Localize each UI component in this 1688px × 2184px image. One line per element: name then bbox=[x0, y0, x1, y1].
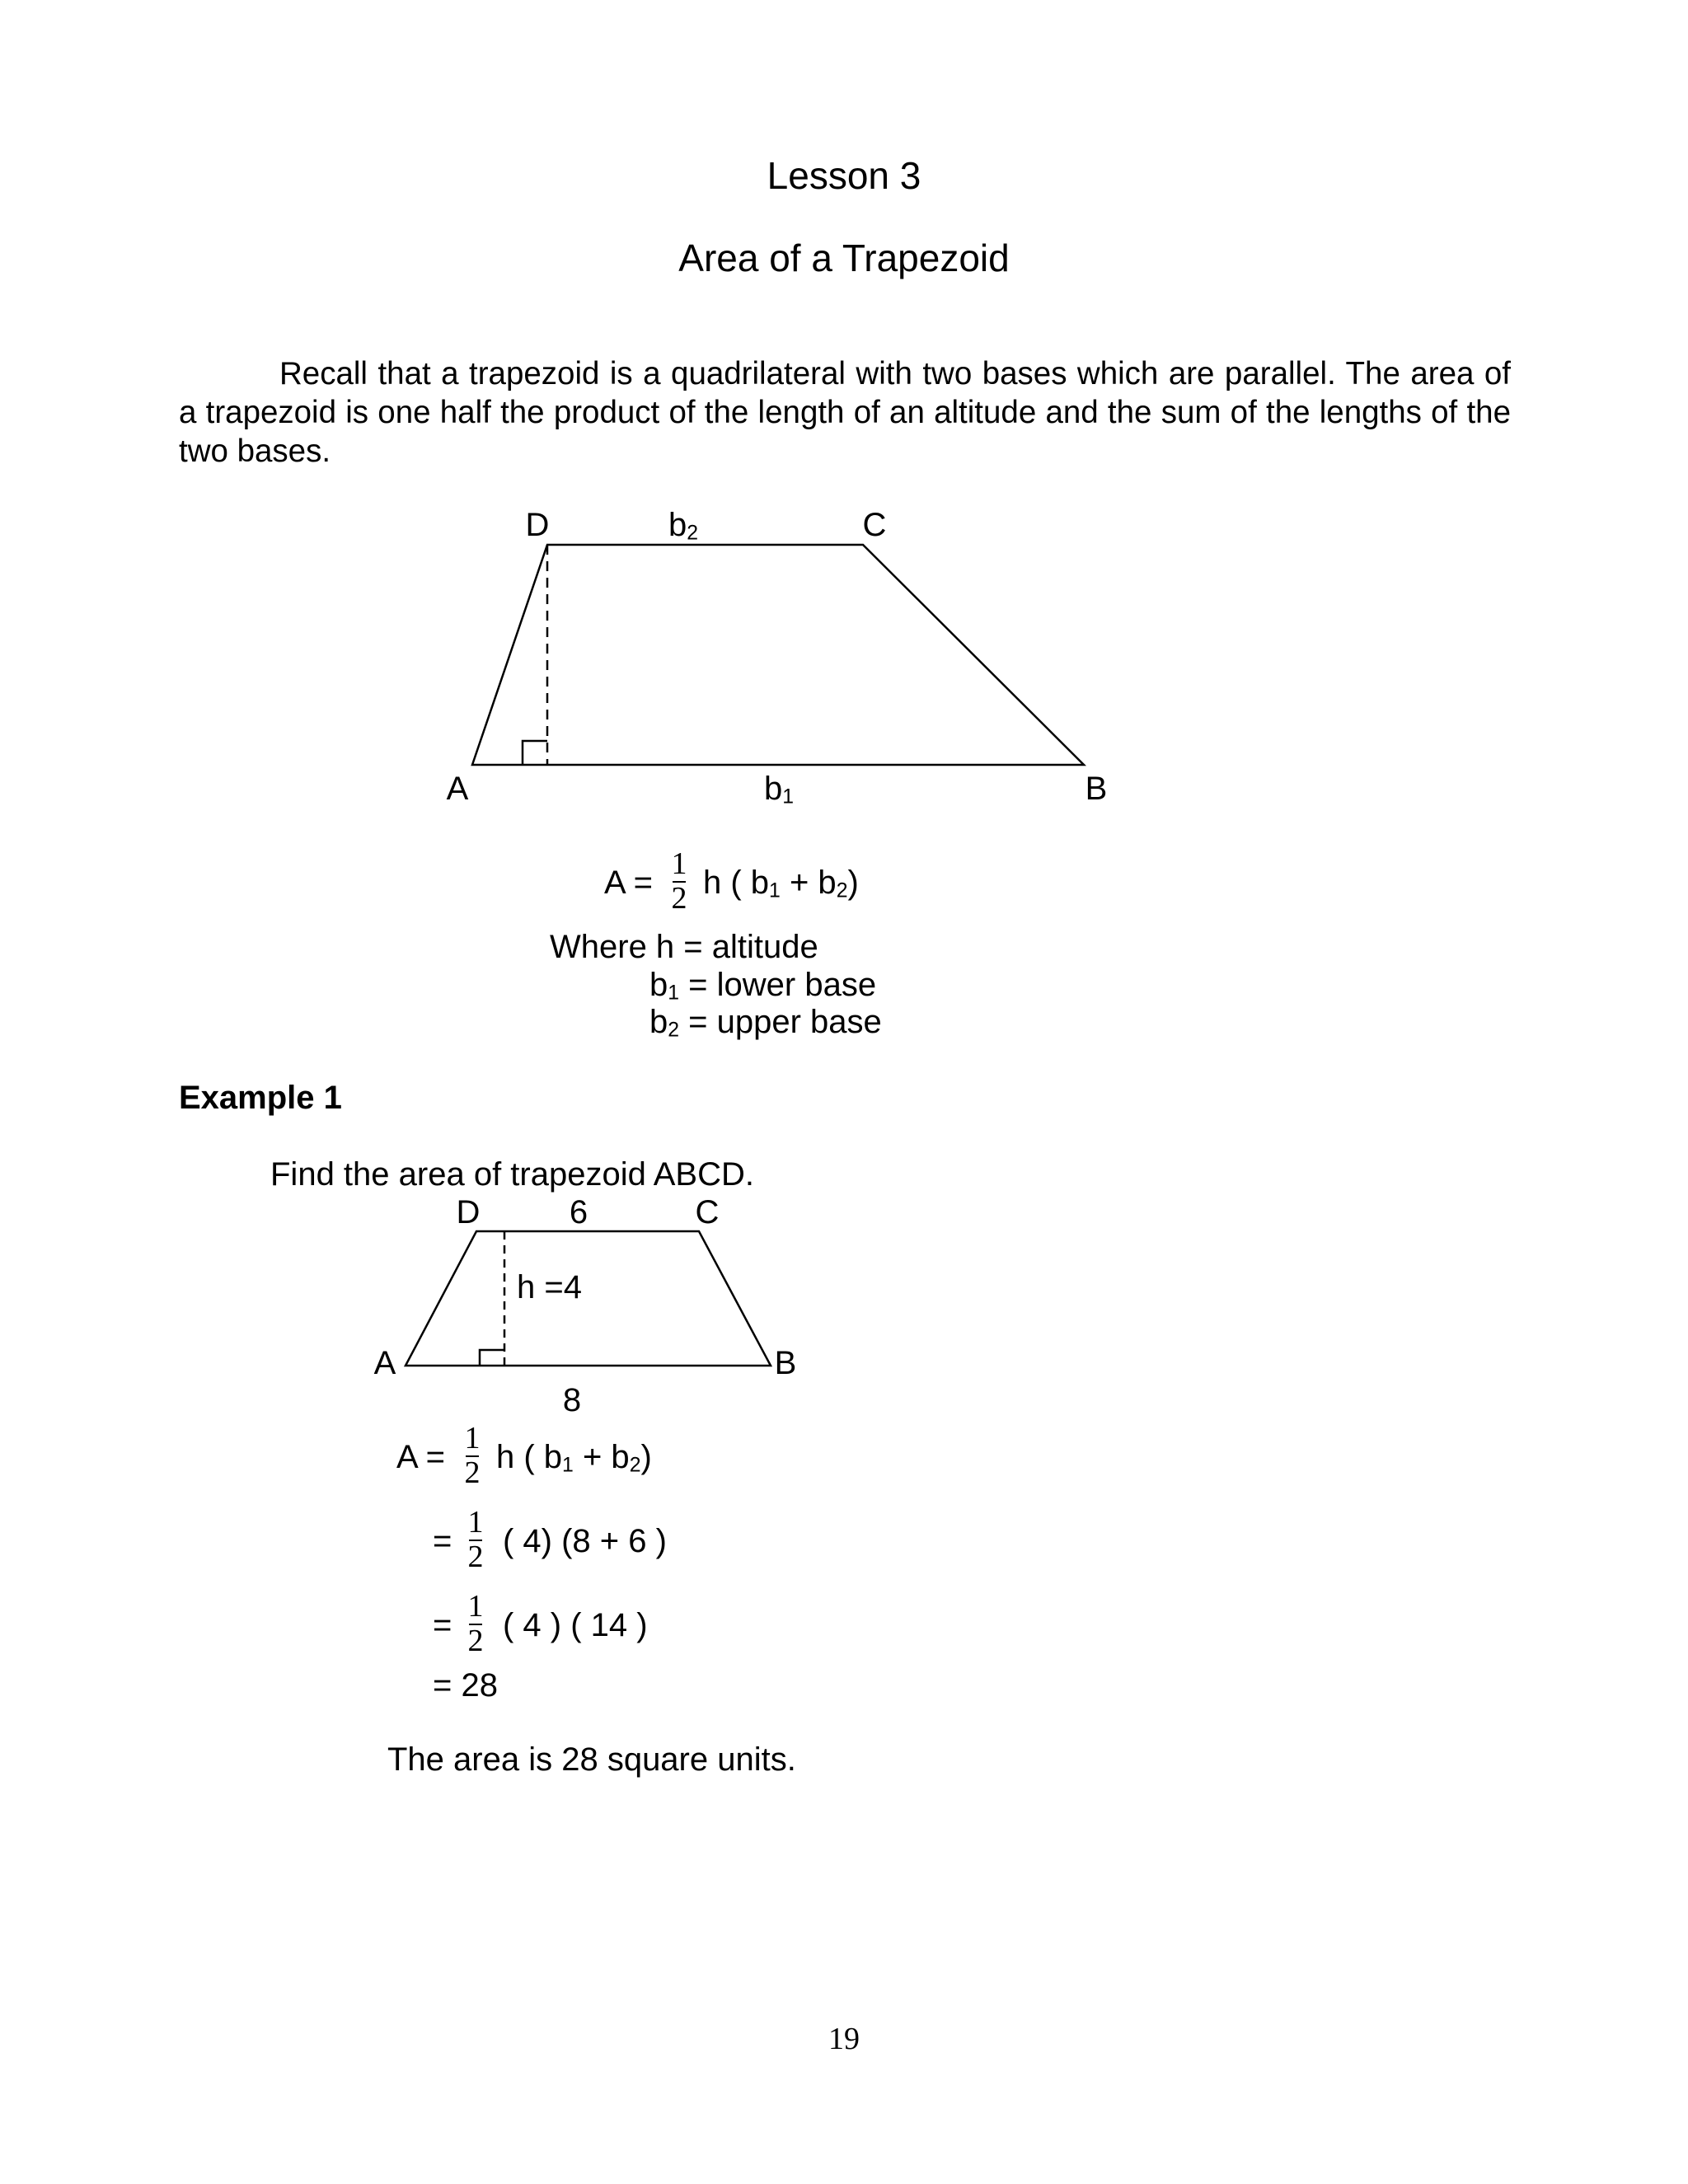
example-heading: Example 1 bbox=[179, 1080, 342, 1116]
example-height-label: h =4 bbox=[517, 1269, 582, 1305]
example-right-angle-marker bbox=[480, 1350, 504, 1366]
example-conclusion: The area is 28 square units. bbox=[387, 1741, 796, 1778]
label-b2: $b_2$ bbox=[668, 507, 699, 545]
page-title: Area of a Trapezoid bbox=[678, 237, 1010, 279]
example-top-base-label: 6 bbox=[569, 1194, 588, 1230]
example-bottom-base-label: 8 bbox=[562, 1382, 582, 1418]
example-vertex-label-c: C bbox=[695, 1194, 720, 1230]
intro-paragraph: Recall that a trapezoid is a quadrilateral with two bases which are parallel. The area of a trapezoid is one half the product of the length of an altitude and the sum of the lengths of the two bases. bbox=[179, 356, 1511, 469]
step2-expression: ( 4) (8 + 6 ) bbox=[503, 1523, 667, 1559]
lesson-number: Lesson 3 bbox=[767, 154, 921, 197]
step1-expression: h ( $b_1 + b_2$) bbox=[496, 1439, 652, 1477]
page-number: 19 bbox=[828, 2022, 860, 2056]
b1-definition: $b_1$ = lower base bbox=[649, 967, 877, 1005]
right-angle-marker bbox=[523, 741, 547, 765]
step4-result: = 28 bbox=[433, 1667, 498, 1704]
fraction-numerator: 1 bbox=[671, 846, 687, 881]
step1-lhs: A = bbox=[396, 1439, 445, 1475]
fraction-denominator: 2 bbox=[467, 1624, 484, 1658]
b2-definition: $b_2$ = upper base bbox=[649, 1004, 882, 1042]
example-vertex-label-a: A bbox=[373, 1345, 396, 1381]
formula-lhs: A = bbox=[604, 865, 653, 901]
formula-rhs: h ( $b_1 + b_2$) bbox=[703, 865, 859, 902]
step3-equals: = bbox=[433, 1607, 452, 1643]
trapezoid-outline bbox=[472, 545, 1084, 765]
step2-equals: = bbox=[433, 1523, 452, 1559]
example-vertex-label-d: D bbox=[456, 1194, 481, 1230]
step3-expression: ( 4 ) ( 14 ) bbox=[503, 1607, 648, 1643]
fraction-denominator: 2 bbox=[671, 881, 687, 916]
example-trapezoid-outline bbox=[406, 1231, 771, 1366]
where-line: Where h = altitude bbox=[550, 929, 818, 965]
fraction-numerator: 1 bbox=[467, 1505, 484, 1540]
fraction-denominator: 2 bbox=[464, 1455, 481, 1490]
example-vertex-label-b: B bbox=[774, 1345, 797, 1381]
fraction-numerator: 1 bbox=[467, 1589, 484, 1624]
label-b1: $b_1$ bbox=[763, 771, 795, 808]
fraction-denominator: 2 bbox=[467, 1540, 484, 1574]
vertex-label-d: D bbox=[525, 507, 550, 543]
example-prompt: Find the area of trapezoid ABCD. bbox=[270, 1156, 754, 1193]
vertex-label-c: C bbox=[862, 507, 887, 543]
vertex-label-a: A bbox=[446, 771, 469, 807]
fraction-numerator: 1 bbox=[464, 1421, 481, 1455]
vertex-label-b: B bbox=[1085, 771, 1108, 807]
